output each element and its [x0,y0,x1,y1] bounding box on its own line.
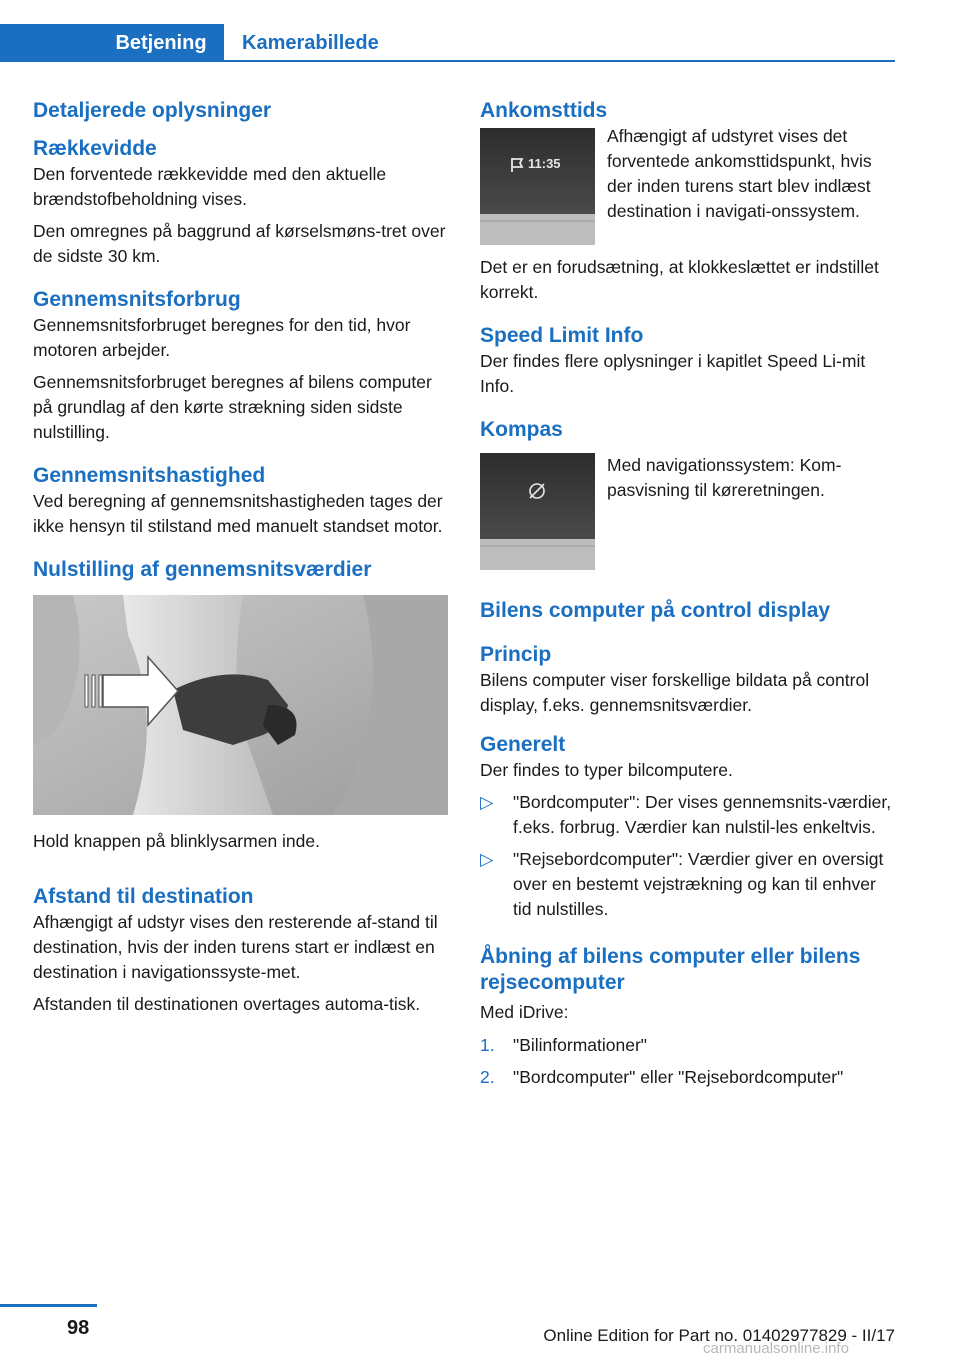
paragraph: Der findes to typer bilcomputere. [480,760,733,780]
right-column [480,98,895,1090]
list-item [480,790,895,840]
heading-gennemsnitsforbrug: Gennemsnitsforbrug [33,288,241,311]
edition-info: Online Edition for Part no. 01402977829 - II/17 [543,1326,895,1345]
heading-nulstilling: Nulstilling af gennemsnitsværdier [33,558,372,581]
step-text: "Bordcomputer" eller "Rejsebordcomputer" [513,1067,844,1087]
turn-signal-lever-photo [33,595,448,815]
paragraph: Det er en forudsætning, at klokkeslættet er indstillet korrekt. [480,257,879,302]
section-gennemsnitshastighed [33,463,449,539]
tab-underline [224,60,895,62]
section-gennemsnitsforbrug [33,287,449,445]
list-item [480,1065,895,1090]
section-nulstilling [33,557,449,854]
heading-raekkevidde: Rækkevidde [33,137,157,160]
heading-ankomsttids: Ankomsttids [480,99,608,122]
paragraph: Den omregnes på baggrund af kørselsmøns-tret over de sidste 30 km. [33,221,446,266]
arrival-time-text: 11:35 [528,156,561,171]
section-afstand [33,884,449,1017]
heading-speed-limit: Speed Limit Info [480,324,644,347]
list-item [480,847,895,922]
section-speed-limit [480,323,895,399]
heading-afstand: Afstand til destination [33,885,254,908]
paragraph: Der findes flere oplysninger i kapitlet Speed Li-mit Info. [480,351,866,396]
arrival-time-display [480,128,595,245]
paragraph: Afhængigt af udstyret vises det forventede ankomsttidspunkt, hvis der inden turens start blev indlæst destination i navigati-onssystem. [607,126,872,221]
heading-generelt: Generelt [480,733,566,756]
triangle-bullet-icon: ▷ [480,792,494,812]
paragraph: Afhængigt af udstyr vises den resterende af-stand til destination, hvis der inden turens start er indlæst en destination i navigationssyste-met. [33,912,438,982]
section-title-bilens-computer: Bilens computer på control display [480,599,831,622]
paragraph: Den forventede rækkevidde med den aktuelle brændstofbeholdning vises. [33,164,387,209]
heading-princip: Princip [480,643,552,666]
section-bilens-computer [480,598,895,922]
footer-accent-line [0,1304,97,1307]
tab-kamerabillede[interactable]: Kamerabillede [224,24,895,62]
page-number: 98 [67,1317,90,1339]
section-title-aabning: Åbning af bilens computer eller bilens rejsecomputer [480,945,861,994]
paragraph: Med iDrive: [480,1002,569,1022]
left-column [33,98,449,1017]
watermark: carmanualsonline.info [703,1340,849,1357]
paragraph: Ved beregning af gennemsnitshastigheden tages der ikke hensyn til stilstand med manuelt standset motor. [33,491,443,536]
section-title-detaljerede: Detaljerede oplysninger [33,99,272,122]
list-item-text: "Rejsebordcomputer": Værdier giver en oversigt over en bestemt vejstrækning og kan til enhver tid nulstilles. [513,849,884,919]
tab-accent-block [0,24,98,62]
paragraph: Med navigationssystem: Kom-pasvisning til køreretningen. [607,455,842,500]
section-ankomsttids [480,98,895,305]
section-aabning [480,944,895,1090]
heading-gennemsnitshastighed: Gennemsnitshastighed [33,464,266,487]
paragraph: Afstanden til destinationen overtages automa-tisk. [33,994,421,1014]
chapter-tab-bar [0,0,895,62]
step-text: "Bilinformationer" [513,1035,648,1055]
list-item [480,1033,895,1058]
triangle-bullet-icon: ▷ [480,849,494,869]
paragraph: Bilens computer viser forskellige bildata på control display, f.eks. gennemsnitsværdier. [480,670,870,715]
section-kompas [480,417,895,570]
steps-list [480,1033,895,1090]
paragraph: Gennemsnitsforbruget beregnes af bilens computer på grundlag af den kørte strækning siden sidste nulstilling. [33,372,432,442]
paragraph: Gennemsnitsforbruget beregnes for den tid, hvor motoren arbejder. [33,315,411,360]
lever-illustration [33,595,448,815]
list-item-text: "Bordcomputer": Der vises gennemsnits-værdier, f.eks. forbrug. Værdier kan nulstil-les enkeltvis. [513,792,892,837]
photo-caption: Hold knappen på blinklysarmen inde. [33,831,320,851]
step-number: 2. [480,1067,495,1087]
step-number: 1. [480,1035,495,1055]
heading-kompas: Kompas [480,418,563,441]
computer-types-list [480,790,895,922]
compass-display [480,453,595,570]
tab-betjening[interactable]: Betjening [98,24,224,62]
section-raekkevidde [33,136,449,269]
